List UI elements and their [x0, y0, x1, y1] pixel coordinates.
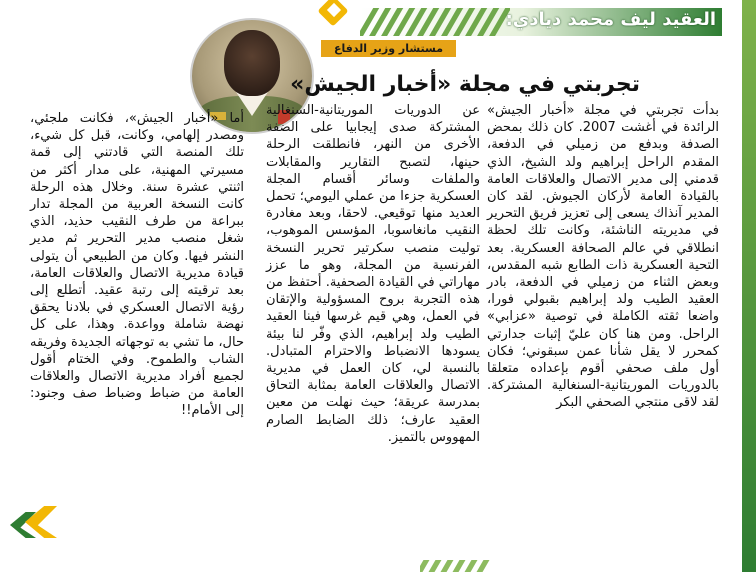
column-3-text: أما «أخبار الجيش»، فكانت ملجئي، ومصدر إلهامي، وكانت، قبل كل شيء، تلك المنصة التي قادتني إلى قمة مسيرتي المهنية، على مدار أكثر من اثنتي عشرة سنة. وخلال هذه الرحلة كانت النسخة العربية من المجلة تدار ببراعة من طرف النقيب حذيد، الذي شغل منصب مدير التحرير ثم مدير النشر فيها. وكان من الطبيعي أن يتولى قيادة مديرية الاتصال والعلاقات العامة، بعد ترقيته إلى رتبة عقيد. أتطلع إلى رؤية الاتصال العسكري في بلادنا يحقق نهضة شاملة وواعدة. وهذا، على كل حال، ما تشي به توجهاته الجديدة وفريقه الشاب والطموح. وفي الختام أقول لجميع أفراد مديرية الاتصال والعلاقات العامة من ضباط وضباط صف وجنود: إلى الأمام!!: [30, 111, 244, 419]
column-1-text: بدأت تجربتي في مجلة «أخبار الجيش» الرائدة في أغشت 2007. كان ذلك بمحض الصدفة وبدفع من زميلي في الدفعة، المقدم الراحل إبراهيم ولد الشيخ، الذي قدمني إلى مدير الاتصال والعلاقات العامة بالقيادة العامة لأركان الجيوش. لقد كان المدير آنذاك يسعى إلى تعزيز فريق التحرير في مديريته الناشئة، وكانت تلك لحظة انطلاقي في عالم الصحافة العسكرية. بعد التحية العسكرية ذات الطابع شبه المقدس، وبعض الثناء من زميلي في الدفعة، بادر العقيد الطيب ولد إبراهيم بقبولي فورا، واضعا ثقته الكاملة في توصية «عزابي» الراحل. ومن هنا كان عليّ إثبات جدارتي كمحرر لا يقل شأنا عمن سبقوني؛ فكان أول ملف صحفي أقوم بإعداده متعلقا بالدوريات الموريتانية-السنغالية المشتركة. لقد لاقى منتجي الصحفي البكر: [487, 103, 719, 411]
author-position-label: مستشار وزير الدفاع: [321, 40, 456, 57]
author-name: العقيد ليف محمد ديادي:: [505, 9, 716, 30]
article-column-3: [30, 110, 244, 420]
article-title: تجربتي في مجلة «أخبار الجيش»: [290, 72, 640, 97]
corner-ornament-gold: [25, 506, 57, 538]
header-stripes: [360, 8, 510, 36]
article-column-1: [487, 102, 719, 412]
page-edge-accent: [742, 0, 756, 572]
column-2-text: عن الدوريات الموريتانية-السنغالية المشتركة صدى إيجابيا على الضفة الأخرى من النهر، فانطلقت الرحلة حينها، لتصبح التقارير والمقابلات والملفات وسائر أقسام المجلة العسكرية جزءا من عملي اليومي؛ تحمل العديد منها توقيعي. لاحقا، وبعد مغادرة النقيب مانغاسوبا، المؤسس الموهوب، توليت منصب سكرتير تحرير النسخة الفرنسية من المجلة، وهو ما عزز مهاراتي في القيادة الصحفية. أحتفظ من هذه التجربة بروح المسؤولية والإتقان في العمل، وهي قيم غرسها فينا العقيد الطيب ولد إبراهيم، الذي وفّر لنا بيئة يسودها الانضباط والاحترام المتبادل. بالنسبة لي، كان العمل في مديرية الاتصال والعلاقات العامة بمثابة التحاق بمدرسة عريقة؛ حيث نهلت من معين العقيد عارف؛ ذلك الضابط الصارم المهووس بالتميز.: [266, 103, 480, 445]
article-column-2: [266, 102, 480, 446]
footer-stripes: [420, 560, 720, 572]
